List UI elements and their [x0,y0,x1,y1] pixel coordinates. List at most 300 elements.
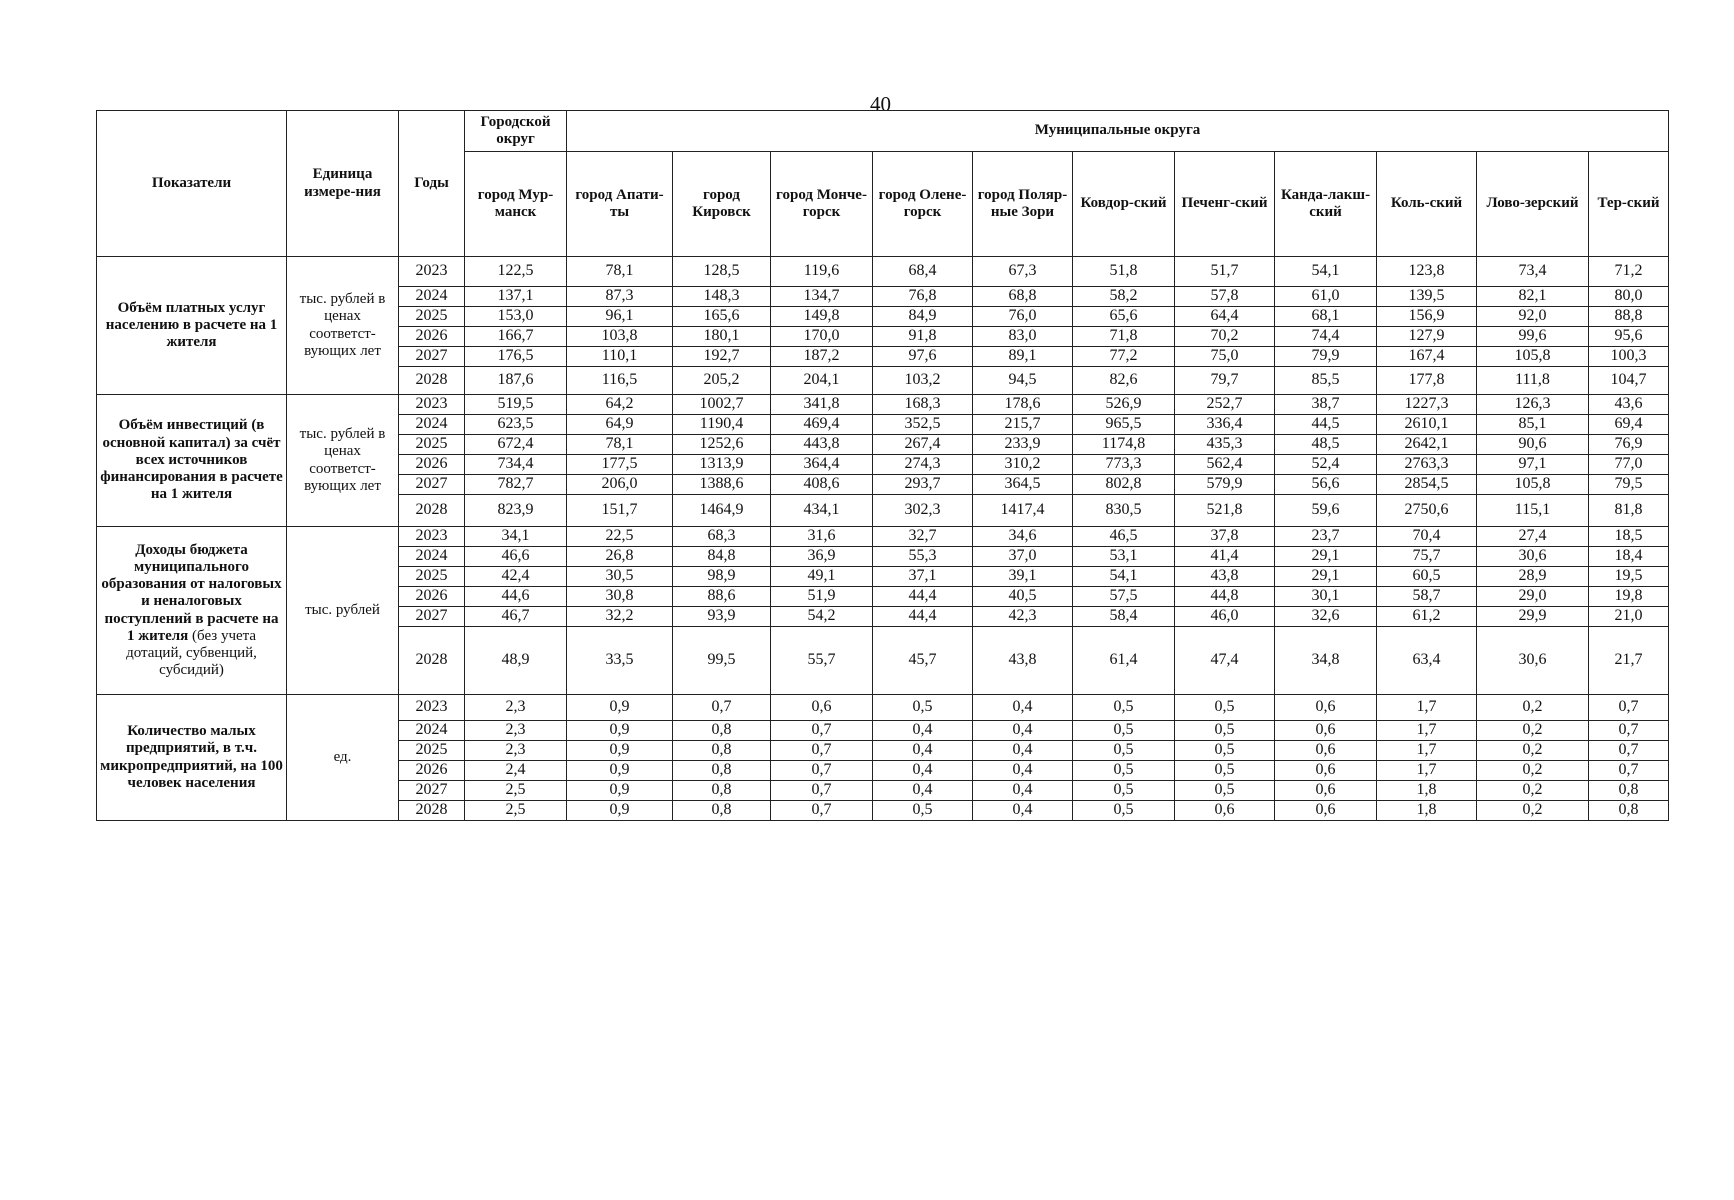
value-cell: 64,4 [1175,307,1275,327]
year-cell: 2023 [399,395,465,415]
value-cell: 92,0 [1477,307,1589,327]
value-cell: 0,5 [1073,721,1175,741]
value-cell: 149,8 [771,307,873,327]
value-cell: 1417,4 [973,495,1073,527]
indicator-name [97,257,287,395]
value-cell: 54,2 [771,607,873,627]
value-cell: 0,5 [1073,695,1175,721]
value-cell: 0,8 [673,721,771,741]
column-header: город Апати-ты [567,152,673,257]
value-cell: 1,7 [1377,721,1477,741]
value-cell: 1388,6 [673,475,771,495]
year-cell: 2024 [399,287,465,307]
value-cell: 153,0 [465,307,567,327]
header-urban-okrug: Городской округ [465,111,567,152]
indicator-unit: тыс. рублей [287,527,399,695]
table-row [97,527,1669,547]
value-cell: 0,2 [1477,761,1589,781]
value-cell: 0,6 [1275,801,1377,821]
value-cell: 75,7 [1377,547,1477,567]
value-cell: 0,9 [567,721,673,741]
value-cell: 111,8 [1477,367,1589,395]
value-cell: 0,6 [1275,695,1377,721]
value-cell: 562,4 [1175,455,1275,475]
value-cell: 44,6 [465,587,567,607]
value-cell: 44,8 [1175,587,1275,607]
value-cell: 233,9 [973,435,1073,455]
year-cell: 2023 [399,695,465,721]
value-cell: 18,4 [1589,547,1669,567]
value-cell: 1,7 [1377,695,1477,721]
value-cell: 830,5 [1073,495,1175,527]
value-cell: 61,0 [1275,287,1377,307]
value-cell: 55,3 [873,547,973,567]
value-cell: 2,4 [465,761,567,781]
value-cell: 119,6 [771,257,873,287]
value-cell: 43,8 [973,627,1073,695]
value-cell: 0,7 [771,801,873,821]
value-cell: 521,8 [1175,495,1275,527]
value-cell: 734,4 [465,455,567,475]
value-cell: 623,5 [465,415,567,435]
year-cell: 2028 [399,495,465,527]
value-cell: 71,8 [1073,327,1175,347]
value-cell: 105,8 [1477,475,1589,495]
column-header: Ковдор-ский [1073,152,1175,257]
value-cell: 115,1 [1477,495,1589,527]
value-cell: 0,6 [1175,801,1275,821]
value-cell: 336,4 [1175,415,1275,435]
column-header: город Монче-горск [771,152,873,257]
value-cell: 84,9 [873,307,973,327]
value-cell: 30,6 [1477,547,1589,567]
indicator-title: Доходы бюджета муниципального образования от налоговых и неналоговых поступлений в расчете на 1 жителя [101,541,282,644]
table-header [97,111,1669,257]
value-cell: 76,9 [1589,435,1669,455]
value-cell: 0,6 [1275,761,1377,781]
value-cell: 302,3 [873,495,973,527]
value-cell: 95,6 [1589,327,1669,347]
value-cell: 434,1 [771,495,873,527]
year-cell: 2026 [399,455,465,475]
indicator-unit: тыс. рублей в ценах соответст-вующих лет [287,395,399,527]
value-cell: 32,6 [1275,607,1377,627]
value-cell: 78,1 [567,435,673,455]
value-cell: 79,5 [1589,475,1669,495]
value-cell: 61,2 [1377,607,1477,627]
year-cell: 2024 [399,721,465,741]
value-cell: 2763,3 [1377,455,1477,475]
value-cell: 1,8 [1377,781,1477,801]
value-cell: 0,5 [1175,741,1275,761]
value-cell: 82,1 [1477,287,1589,307]
value-cell: 57,8 [1175,287,1275,307]
value-cell: 52,4 [1275,455,1377,475]
value-cell: 46,0 [1175,607,1275,627]
value-cell: 0,8 [673,741,771,761]
value-cell: 2,3 [465,741,567,761]
value-cell: 38,7 [1275,395,1377,415]
value-cell: 69,4 [1589,415,1669,435]
value-cell: 341,8 [771,395,873,415]
value-cell: 0,7 [771,741,873,761]
value-cell: 0,7 [771,781,873,801]
column-header: город Олене-горск [873,152,973,257]
value-cell: 0,4 [873,741,973,761]
value-cell: 96,1 [567,307,673,327]
value-cell: 364,4 [771,455,873,475]
year-cell: 2025 [399,741,465,761]
value-cell: 469,4 [771,415,873,435]
value-cell: 352,5 [873,415,973,435]
value-cell: 672,4 [465,435,567,455]
column-header: Канда-лакш-ский [1275,152,1377,257]
year-cell: 2027 [399,347,465,367]
value-cell: 0,4 [973,801,1073,821]
value-cell: 83,0 [973,327,1073,347]
value-cell: 1174,8 [1073,435,1175,455]
value-cell: 34,8 [1275,627,1377,695]
value-cell: 91,8 [873,327,973,347]
value-cell: 0,4 [973,741,1073,761]
value-cell: 2,3 [465,695,567,721]
header-years: Годы [399,111,465,257]
value-cell: 64,2 [567,395,673,415]
value-cell: 39,1 [973,567,1073,587]
table-row [97,257,1669,287]
value-cell: 0,5 [1175,695,1275,721]
year-cell: 2023 [399,527,465,547]
value-cell: 267,4 [873,435,973,455]
value-cell: 2750,6 [1377,495,1477,527]
column-header: город Кировск [673,152,771,257]
value-cell: 0,7 [771,761,873,781]
value-cell: 408,6 [771,475,873,495]
value-cell: 274,3 [873,455,973,475]
value-cell: 0,7 [1589,721,1669,741]
indicator-name [97,695,287,821]
value-cell: 87,3 [567,287,673,307]
value-cell: 782,7 [465,475,567,495]
value-cell: 77,2 [1073,347,1175,367]
value-cell: 44,4 [873,607,973,627]
value-cell: 31,6 [771,527,873,547]
header-indicators: Показатели [97,111,287,257]
value-cell: 0,6 [1275,721,1377,741]
year-cell: 2027 [399,607,465,627]
value-cell: 215,7 [973,415,1073,435]
value-cell: 0,2 [1477,781,1589,801]
value-cell: 57,5 [1073,587,1175,607]
value-cell: 103,2 [873,367,973,395]
value-cell: 0,5 [1175,781,1275,801]
value-cell: 166,7 [465,327,567,347]
value-cell: 0,5 [1073,781,1175,801]
value-cell: 88,8 [1589,307,1669,327]
value-cell: 45,7 [873,627,973,695]
value-cell: 51,8 [1073,257,1175,287]
column-header: Лово-зерский [1477,152,1589,257]
value-cell: 27,4 [1477,527,1589,547]
value-cell: 41,4 [1175,547,1275,567]
value-cell: 0,8 [1589,801,1669,821]
value-cell: 30,6 [1477,627,1589,695]
indicator-title: Объём платных услуг населению в расчете на 1 жителя [105,299,278,351]
value-cell: 42,4 [465,567,567,587]
value-cell: 134,7 [771,287,873,307]
value-cell: 51,9 [771,587,873,607]
value-cell: 0,2 [1477,721,1589,741]
value-cell: 58,7 [1377,587,1477,607]
year-cell: 2028 [399,367,465,395]
value-cell: 26,8 [567,547,673,567]
indicator-unit: тыс. рублей в ценах соответст-вующих лет [287,257,399,395]
value-cell: 65,6 [1073,307,1175,327]
value-cell: 29,9 [1477,607,1589,627]
value-cell: 802,8 [1073,475,1175,495]
value-cell: 23,7 [1275,527,1377,547]
indicator-name [97,527,287,695]
value-cell: 0,7 [673,695,771,721]
header-municipal-okrugs: Муниципальные округа [567,111,1669,152]
value-cell: 46,5 [1073,527,1175,547]
value-cell: 37,1 [873,567,973,587]
value-cell: 46,6 [465,547,567,567]
value-cell: 44,4 [873,587,973,607]
value-cell: 0,7 [1589,695,1669,721]
value-cell: 252,7 [1175,395,1275,415]
column-header: Коль-ский [1377,152,1477,257]
year-cell: 2023 [399,257,465,287]
value-cell: 97,1 [1477,455,1589,475]
value-cell: 36,9 [771,547,873,567]
value-cell: 58,2 [1073,287,1175,307]
value-cell: 30,8 [567,587,673,607]
value-cell: 0,5 [1175,721,1275,741]
value-cell: 70,2 [1175,327,1275,347]
value-cell: 156,9 [1377,307,1477,327]
value-cell: 76,8 [873,287,973,307]
value-cell: 1,7 [1377,761,1477,781]
value-cell: 80,0 [1589,287,1669,307]
value-cell: 206,0 [567,475,673,495]
value-cell: 47,4 [1175,627,1275,695]
value-cell: 110,1 [567,347,673,367]
year-cell: 2024 [399,415,465,435]
value-cell: 0,4 [873,761,973,781]
value-cell: 71,2 [1589,257,1669,287]
value-cell: 85,5 [1275,367,1377,395]
value-cell: 68,1 [1275,307,1377,327]
value-cell: 103,8 [567,327,673,347]
value-cell: 94,5 [973,367,1073,395]
value-cell: 126,3 [1477,395,1589,415]
value-cell: 1252,6 [673,435,771,455]
value-cell: 205,2 [673,367,771,395]
value-cell: 93,9 [673,607,771,627]
value-cell: 84,8 [673,547,771,567]
value-cell: 176,5 [465,347,567,367]
value-cell: 1227,3 [1377,395,1477,415]
value-cell: 177,8 [1377,367,1477,395]
value-cell: 187,6 [465,367,567,395]
value-cell: 435,3 [1175,435,1275,455]
value-cell: 1464,9 [673,495,771,527]
value-cell: 73,4 [1477,257,1589,287]
value-cell: 0,9 [567,761,673,781]
value-cell: 78,1 [567,257,673,287]
value-cell: 18,5 [1589,527,1669,547]
value-cell: 0,4 [973,781,1073,801]
value-cell: 29,1 [1275,567,1377,587]
value-cell: 178,6 [973,395,1073,415]
value-cell: 54,1 [1275,257,1377,287]
value-cell: 2,5 [465,781,567,801]
value-cell: 579,9 [1175,475,1275,495]
value-cell: 0,2 [1477,741,1589,761]
value-cell: 98,9 [673,567,771,587]
value-cell: 0,9 [567,741,673,761]
value-cell: 34,6 [973,527,1073,547]
value-cell: 0,5 [1073,761,1175,781]
value-cell: 0,4 [873,721,973,741]
value-cell: 88,6 [673,587,771,607]
indicator-title: Количество малых предприятий, в т.ч. микропредприятий, на 100 человек населения [100,723,283,791]
value-cell: 177,5 [567,455,673,475]
value-cell: 46,7 [465,607,567,627]
value-cell: 32,7 [873,527,973,547]
value-cell: 64,9 [567,415,673,435]
value-cell: 2642,1 [1377,435,1477,455]
value-cell: 55,7 [771,627,873,695]
value-cell: 293,7 [873,475,973,495]
value-cell: 2610,1 [1377,415,1477,435]
value-cell: 85,1 [1477,415,1589,435]
value-cell: 0,9 [567,781,673,801]
value-cell: 42,3 [973,607,1073,627]
value-cell: 0,9 [567,695,673,721]
column-header: Тер-ский [1589,152,1669,257]
value-cell: 168,3 [873,395,973,415]
value-cell: 204,1 [771,367,873,395]
value-cell: 137,1 [465,287,567,307]
value-cell: 823,9 [465,495,567,527]
value-cell: 70,4 [1377,527,1477,547]
value-cell: 48,5 [1275,435,1377,455]
indicators-table [96,110,1669,821]
column-header: город Поляр-ные Зори [973,152,1073,257]
value-cell: 29,0 [1477,587,1589,607]
year-cell: 2027 [399,781,465,801]
value-cell: 100,3 [1589,347,1669,367]
value-cell: 0,5 [1073,801,1175,821]
value-cell: 97,6 [873,347,973,367]
value-cell: 43,8 [1175,567,1275,587]
value-cell: 0,7 [1589,741,1669,761]
value-cell: 2,3 [465,721,567,741]
value-cell: 187,2 [771,347,873,367]
value-cell: 79,7 [1175,367,1275,395]
value-cell: 0,5 [1175,761,1275,781]
value-cell: 1,8 [1377,801,1477,821]
table-row [97,395,1669,415]
value-cell: 0,2 [1477,801,1589,821]
column-header: Печенг-ский [1175,152,1275,257]
value-cell: 75,0 [1175,347,1275,367]
value-cell: 0,7 [1589,761,1669,781]
value-cell: 68,4 [873,257,973,287]
value-cell: 51,7 [1175,257,1275,287]
value-cell: 68,3 [673,527,771,547]
value-cell: 37,8 [1175,527,1275,547]
indicator-unit: ед. [287,695,399,821]
value-cell: 0,5 [873,801,973,821]
value-cell: 965,5 [1073,415,1175,435]
value-cell: 148,3 [673,287,771,307]
value-cell: 0,2 [1477,695,1589,721]
value-cell: 49,1 [771,567,873,587]
year-cell: 2026 [399,327,465,347]
value-cell: 37,0 [973,547,1073,567]
value-cell: 99,5 [673,627,771,695]
year-cell: 2025 [399,435,465,455]
indicator-note: (без учета дотаций, субвенций, субсидий) [126,627,257,679]
value-cell: 79,9 [1275,347,1377,367]
table-body [97,257,1669,821]
value-cell: 30,5 [567,567,673,587]
table-row [97,695,1669,721]
value-cell: 61,4 [1073,627,1175,695]
value-cell: 443,8 [771,435,873,455]
value-cell: 58,4 [1073,607,1175,627]
value-cell: 310,2 [973,455,1073,475]
value-cell: 0,9 [567,801,673,821]
indicator-name [97,395,287,527]
value-cell: 32,2 [567,607,673,627]
year-cell: 2025 [399,307,465,327]
value-cell: 48,9 [465,627,567,695]
value-cell: 104,7 [1589,367,1669,395]
value-cell: 1,7 [1377,741,1477,761]
value-cell: 68,8 [973,287,1073,307]
value-cell: 77,0 [1589,455,1669,475]
year-cell: 2028 [399,801,465,821]
value-cell: 128,5 [673,257,771,287]
value-cell: 1313,9 [673,455,771,475]
year-cell: 2025 [399,567,465,587]
value-cell: 364,5 [973,475,1073,495]
value-cell: 123,8 [1377,257,1477,287]
year-cell: 2028 [399,627,465,695]
year-cell: 2026 [399,587,465,607]
value-cell: 76,0 [973,307,1073,327]
value-cell: 519,5 [465,395,567,415]
value-cell: 29,1 [1275,547,1377,567]
value-cell: 0,4 [973,695,1073,721]
value-cell: 28,9 [1477,567,1589,587]
value-cell: 127,9 [1377,327,1477,347]
value-cell: 1190,4 [673,415,771,435]
value-cell: 139,5 [1377,287,1477,307]
year-cell: 2027 [399,475,465,495]
value-cell: 0,4 [873,781,973,801]
value-cell: 22,5 [567,527,673,547]
value-cell: 0,6 [1275,781,1377,801]
value-cell: 34,1 [465,527,567,547]
value-cell: 0,4 [973,761,1073,781]
value-cell: 63,4 [1377,627,1477,695]
value-cell: 81,8 [1589,495,1669,527]
